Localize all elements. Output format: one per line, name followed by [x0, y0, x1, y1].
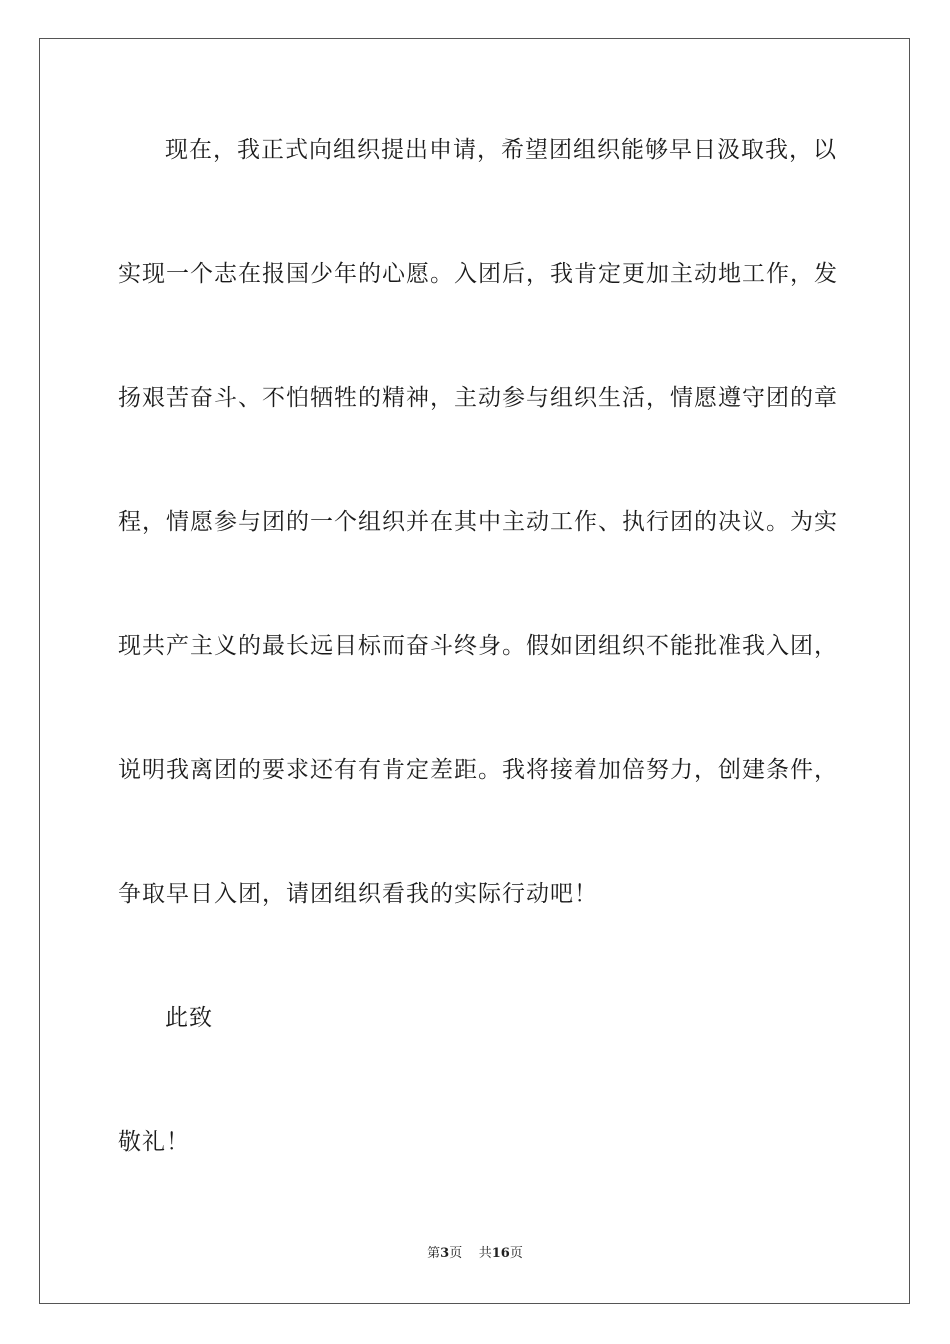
total-prefix: 共: [478, 1246, 492, 1261]
page-prefix: 第: [427, 1246, 441, 1261]
paragraph-line: 实现一个志在报国少年的心愿。入团后，我肯定更加主动地工作，发: [118, 261, 838, 287]
page-number: 3: [440, 1246, 450, 1261]
closing-text: 此致: [165, 1005, 213, 1031]
paragraph-line: 扬艰苦奋斗、不怕牺牲的精神，主动参与组织生活，情愿遵守团的章: [118, 385, 838, 411]
paragraph-line: 说明我离团的要求还有有肯定差距。我将接着加倍努力，创建条件，: [118, 757, 838, 783]
page-border: [39, 38, 910, 1304]
paragraph-line: 现在，我正式向组织提出申请，希望团组织能够早日汲取我，以: [165, 137, 837, 163]
page-footer: [0, 1246, 950, 1262]
paragraph-line: 争取早日入团，请团组织看我的实际行动吧！: [118, 881, 598, 907]
paragraph-line: 现共产主义的最长远目标而奋斗终身。假如团组织不能批准我入团，: [118, 633, 838, 659]
page-suffix: 页: [449, 1246, 463, 1261]
total-suffix: 页: [509, 1246, 523, 1261]
salutation-text: 敬礼！: [118, 1129, 190, 1155]
paragraph-line: 程，情愿参与团的一个组织并在其中主动工作、执行团的决议。为实: [118, 509, 838, 535]
total-pages: 16: [491, 1246, 510, 1261]
